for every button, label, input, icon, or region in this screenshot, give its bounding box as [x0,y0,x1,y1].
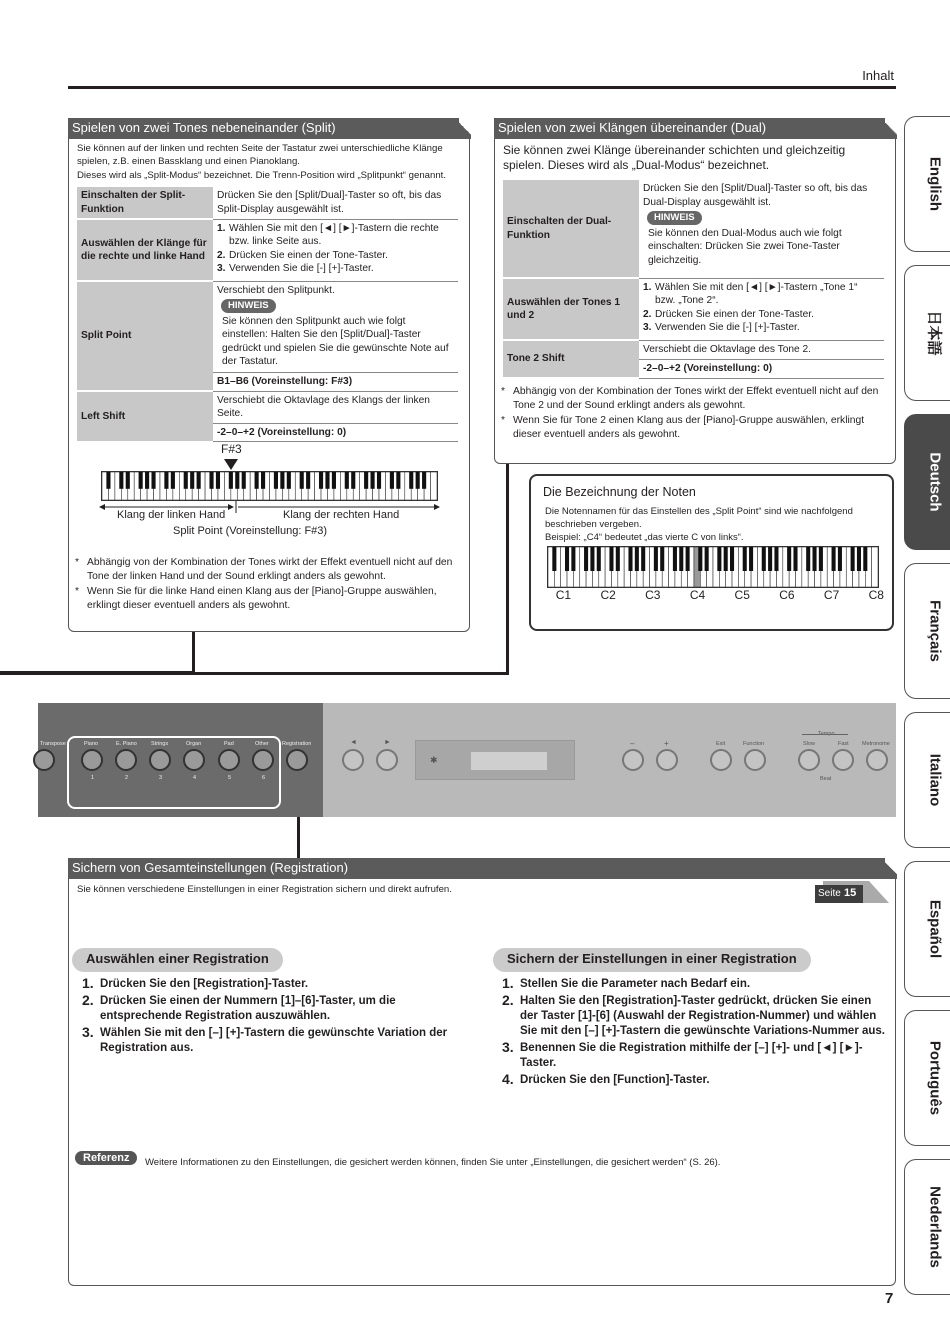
step-text: Verwenden Sie die [-] [+]-Taster. [229,263,374,274]
note-label: C2 [600,588,616,602]
select-registration-heading: Auswählen einer Registration [72,948,283,972]
step-text: Wählen Sie mit den [◄] [►]-Tastern „Tone 1“ bzw. „Tone 2“. [655,281,858,306]
page-number: 7 [885,1290,894,1307]
reference-text: Weitere Informationen zu den Einstellungen, die gesichert werden können, finden Sie unter „Einstellungen, die gesichert werden“ (S. 26). [145,1157,721,1168]
metronome-button[interactable] [866,749,888,771]
tone-label: E. Piano [116,741,137,747]
left-arrow-icon: ◄ [350,739,357,746]
table-cell: Verschiebt die Oktavlage des Tone 2. [639,340,884,359]
save-registration-heading: Sichern der Einstellungen in einer Registration [493,948,811,972]
reg-number: 2 [125,775,129,781]
beat-label: Beat [820,776,832,782]
registration-button[interactable] [286,749,308,771]
tempo-fast-button[interactable] [832,749,854,771]
tone-button-epiano[interactable] [115,749,137,771]
registration-intro: Sie können verschiedene Einstellungen in einer Registration sichern und direkt aufrufen. [77,884,452,895]
table-cell-range: -2–0–+2 (Voreinstellung: 0) [213,423,458,442]
cursor-right-button[interactable] [376,749,398,771]
header-rule [68,86,896,89]
cell-text: Verschiebt den Splitpunkt. [217,284,335,296]
tab-label: Deutsch [926,452,943,512]
connector-line [192,632,195,674]
tone-label: Other [255,741,269,747]
table-cell-range: -2–0–+2 (Voreinstellung: 0) [639,359,884,378]
split-panel [68,118,470,632]
minus-label: – [630,739,635,748]
reg-number: 1 [91,775,95,781]
step-text: Drücken Sie einen der Tone-Taster. [229,249,388,261]
step-item [502,1073,890,1088]
dual-title: Spielen von zwei Klängen übereinander (Dual) [494,118,896,139]
step-item [82,977,452,992]
hinweis-badge: HINWEIS [647,211,702,225]
lcd-screen [471,752,547,770]
tab-italiano[interactable] [904,712,950,848]
section-title[interactable]: Inhalt [862,68,894,83]
cursor-left-button[interactable] [342,749,364,771]
metronome-label: Metronome [862,741,890,747]
split-intro-2: Dieses wird als „Split-Modus“ bezeichnet. Die Trenn-Position wird „Splitpunkt“ genannt. [77,170,446,181]
tab-label: Italiano [926,753,943,807]
step-number: 2. [82,992,94,1008]
tab-label: Nederlands [926,1186,943,1268]
tab-english[interactable] [904,116,950,252]
table-label: Tone 2 Shift [503,340,639,378]
step-text: Benennen Sie die Registration mithilfe der [–] [+]- und [◄] [►]-Taster. [520,1042,863,1069]
note-label: C8 [868,588,884,602]
step-item [502,994,890,1039]
table-cell: Verschiebt die Oktavlage des Klangs der linken Seite. [213,391,458,423]
save-steps [502,977,890,1090]
tone-label: Pad [224,741,234,747]
tone-button-pad[interactable] [218,749,240,771]
table-cell-range: B1–B6 (Voreinstellung: F#3) [213,372,458,391]
hinweis-text: Sie können den Dual-Modus auch wie folgt einschalten: Drücken Sie zwei Tone-Taster gleichzeitig. [648,227,842,266]
dual-intro: Sie können zwei Klänge übereinander schichten und gleichzeitig spielen. Dieses wird als „Dual-Modus“ bezeichnet. [503,143,846,172]
reg-number: 6 [262,775,266,781]
tone-label: Piano [84,741,99,747]
notenames-example: Beispiel: „C4“ bedeutet „das vierte C von links“. [545,532,744,543]
tab-label: Français [926,600,943,662]
plus-button[interactable] [656,749,678,771]
function-label: Function [743,741,765,747]
table-cell: Drücken Sie den [Split/Dual]-Taster so oft, bis das Split-Display ausgewählt ist. [213,187,458,219]
notenames-title: Die Bezeichnung der Noten [543,485,696,499]
split-marker-label: F#3 [221,442,242,456]
step-number: 1. [502,975,514,991]
tab-espanol[interactable] [904,861,950,997]
right-hand-label: Klang der rechten Hand [283,509,400,521]
tab-label: Español [926,899,943,959]
step-text: Drücken Sie einen der Nummern [1]–[6]-Taster, um die entsprechende Registration auszuwählen. [100,995,396,1022]
tone-button-organ[interactable] [183,749,205,771]
keyboard-keys [102,472,437,500]
registration-title: Sichern von Gesamteinstellungen (Registration) [68,858,896,879]
step-number: 1. [82,975,94,991]
step-text: Stellen Sie die Parameter nach Bedarf ein. [520,978,751,990]
page-ref-number: 15 [844,887,857,899]
split-title: Spielen von zwei Tones nebeneinander (Split) [68,118,470,139]
tone-button-piano[interactable] [81,749,103,771]
table-cell [639,180,884,278]
step-text: Halten Sie den [Registration]-Taster gedrückt, drücken Sie einen der Taster [1]-[6] (Auswahl der Registration-Nummer) und wählen Sie mit den [–] [+]-Tastern die gewünschte Variations-Nummer aus. [520,995,885,1037]
note-label: C5 [734,588,750,602]
tone-label: Registration [282,741,312,747]
step-item [502,977,890,992]
step-number: 2. [502,992,514,1008]
table-cell: 1. Wählen Sie mit den [◄] [►]-Tastern die rechte bzw. linke Seite aus. 2. Drücken Sie einen der Tone-Taster. 3. Verwenden Sie die [-] [+]-Taster. [213,219,458,281]
dual-table [503,180,884,379]
dual-note: * Wenn Sie für Tone 2 einen Klang aus der [Piano]-Gruppe auswählen, erklingt dieser eventuell anders als gewohnt. [499,414,894,442]
step-text: Drücken Sie den [Registration]-Taster. [100,978,309,990]
split-table [77,187,458,443]
minus-button[interactable] [622,749,644,771]
step-number: 3. [502,1039,514,1055]
tab-portugues[interactable] [904,1010,950,1146]
tone-button-other[interactable] [252,749,274,771]
note-label: C7 [823,588,840,602]
split-keyboard [101,471,438,501]
notenames-keyboard [547,546,879,588]
reg-number: 4 [193,775,197,781]
table-label: Left Shift [77,391,213,442]
tempo-bracket [802,734,848,735]
step-text: Drücken Sie einen der Tone-Taster. [655,308,814,320]
split-intro: Sie können auf der linken und rechten Seite der Tastatur zwei unterschiedliche Klänge spielen, z.B. einen Bassklang und einen Pianoklang. [77,143,443,167]
note-label: C3 [645,588,661,602]
page-ref-label: Seite [818,888,841,899]
exit-button[interactable] [710,749,732,771]
step-item [82,1026,452,1056]
transpose-button[interactable] [33,749,55,771]
table-label: Einschalten der Split-Funktion [77,187,213,219]
tab-label: English [926,156,943,212]
tab-francais[interactable] [904,563,950,699]
right-arrow-icon: ► [384,739,391,746]
tab-deutsch[interactable] [904,414,950,550]
table-label: Split Point [77,281,213,391]
table-label: Auswählen der Klänge für die rechte und linke Hand [77,219,213,281]
reg-number: 5 [228,775,232,781]
table-label: Einschalten der Dual-Funktion [503,180,639,278]
tab-label: Português [926,1040,943,1116]
note-label: C4 [689,588,706,602]
cell-text: Drücken Sie den [Split/Dual]-Taster so oft, bis das Dual-Display ausgewählt ist. [643,183,868,208]
step-text: Drücken Sie den [Function]-Taster. [520,1074,710,1086]
plus-label: + [664,739,669,748]
slow-label: Slow [803,741,815,747]
step-item [82,994,452,1024]
step-text: Wählen Sie mit den [◄] [►]-Tastern die rechte bzw. linke Seite aus. [229,222,439,247]
hinweis-badge: HINWEIS [221,299,276,313]
transpose-label: Transpose [40,741,66,747]
registration-highlight [67,736,281,809]
dual-note: * Abhängig von der Kombination der Tones wirkt der Effekt eventuell nicht auf den Tone 2 und der Sound erklingt anders als gewohnt. [499,385,894,413]
registration-panel [68,858,896,1286]
select-steps [82,977,452,1058]
tone-label: Strings [151,741,169,747]
tab-japanese[interactable] [904,265,950,401]
split-note: * Wenn Sie für die linke Hand einen Klang aus der [Piano]-Gruppe auswählen, erklingt dieser eventuell anders als gewohnt. [73,585,468,613]
step-number: 3. [82,1024,94,1040]
tone-button-strings[interactable] [149,749,171,771]
tab-label: 日本語 [925,310,942,356]
step-number: 4. [502,1071,514,1087]
notenames-text: Die Notennamen für das Einstellen des „Split Point“ sind wie nachfolgend beschrieben vergeben. [545,506,853,530]
table-cell [213,281,458,372]
notenames-box [529,474,894,631]
connector-line [0,672,509,675]
reference-badge: Referenz [75,1151,137,1165]
table-label: Auswählen der Tones 1 und 2 [503,278,639,340]
function-button[interactable] [744,749,766,771]
note-label: C6 [779,588,795,602]
step-item [502,1041,890,1071]
connector-line [506,464,509,674]
step-text: Wählen Sie mit den [–] [+]-Tastern die gewünschte Variation der Registration aus. [100,1027,448,1054]
hinweis-text: Sie können den Splitpunkt auch wie folgt einstellen: Halten Sie den [Split/Dual]-Taster gedrückt und spielen Sie die gewünschte Note auf der Tastatur. [222,315,449,367]
bluetooth-icon: ✱ [430,755,438,765]
note-label: C1 [555,588,572,602]
split-marker-arrow [224,459,238,470]
reg-number: 3 [159,775,163,781]
tone-label: Organ [186,741,202,747]
step-text: Verwenden Sie die [-] [+]-Taster. [655,322,800,333]
tempo-slow-button[interactable] [798,749,820,771]
dual-panel [494,118,896,464]
fast-label: Fast [838,741,849,747]
left-hand-label: Klang der linken Hand [117,509,226,521]
split-caption: Split Point (Voreinstellung: F#3) [173,525,328,537]
page-ref-tab[interactable] [815,881,889,905]
keyboard-keys [548,547,878,587]
tab-nederlands[interactable] [904,1159,950,1295]
table-cell: 1. Wählen Sie mit den [◄] [►]-Tastern „Tone 1“ bzw. „Tone 2“. 2. Drücken Sie einen der Tone-Taster. 3. Verwenden Sie die [-] [+]-Taster. [639,278,884,340]
split-note: * Abhängig von der Kombination der Tones wirkt der Effekt eventuell nicht auf den Tone der linken Hand und der Sound erklingt anders als gewohnt. [73,556,468,584]
exit-label: Exit [716,741,726,747]
